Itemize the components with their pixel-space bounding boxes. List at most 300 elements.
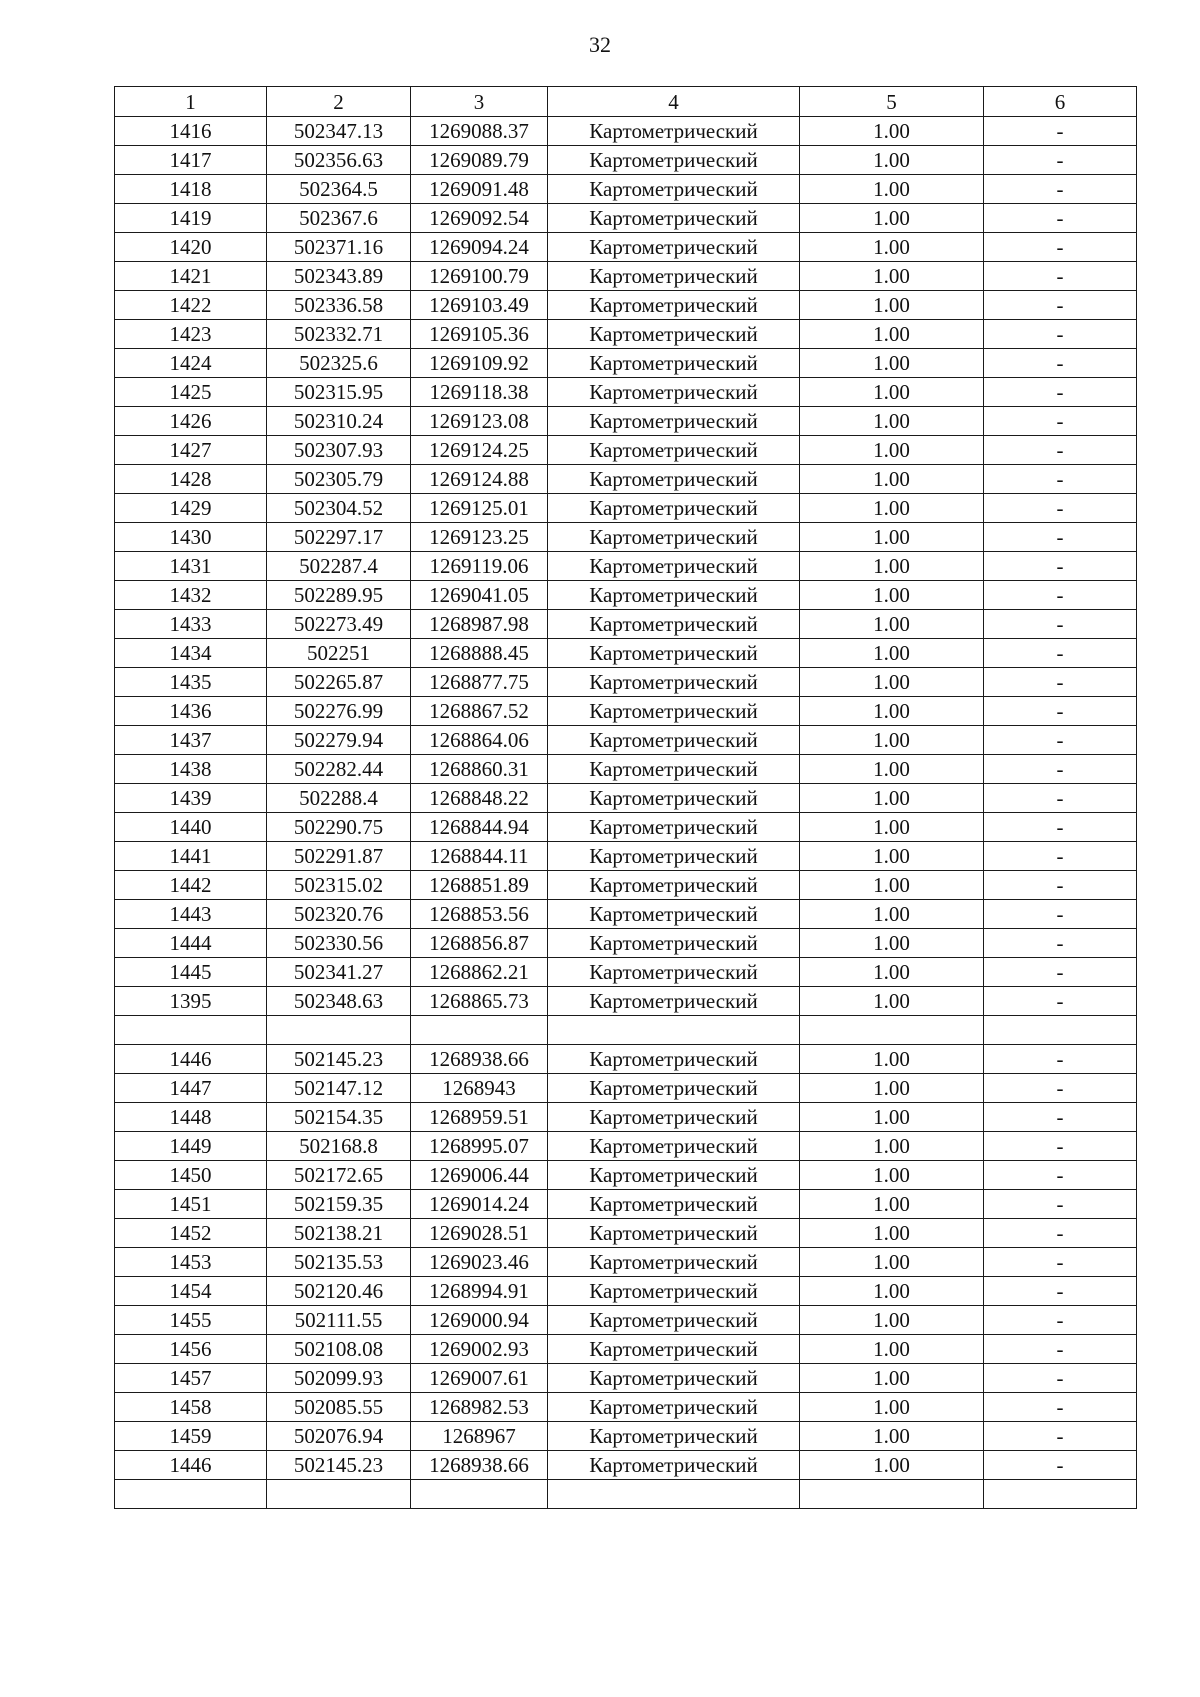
table-row — [115, 1248, 1137, 1277]
method-cell: Картометрический — [548, 1132, 800, 1161]
point-number-cell: 1437 — [115, 726, 267, 755]
x-coordinate-cell: 502159.35 — [267, 1190, 411, 1219]
y-coordinate-cell: 1268938.66 — [411, 1451, 548, 1480]
table-row — [115, 1190, 1137, 1219]
note-cell: - — [984, 1219, 1137, 1248]
note-cell: - — [984, 175, 1137, 204]
point-number-cell: 1454 — [115, 1277, 267, 1306]
method-cell: Картометрический — [548, 958, 800, 987]
x-coordinate-cell: 502276.99 — [267, 697, 411, 726]
method-cell: Картометрический — [548, 349, 800, 378]
note-cell: - — [984, 929, 1137, 958]
method-cell: Картометрический — [548, 1074, 800, 1103]
accuracy-cell: 1.00 — [800, 1364, 984, 1393]
table-row — [115, 1422, 1137, 1451]
note-cell: - — [984, 1045, 1137, 1074]
y-coordinate-cell: 1269100.79 — [411, 262, 548, 291]
method-cell: Картометрический — [548, 755, 800, 784]
accuracy-cell: 1.00 — [800, 697, 984, 726]
table-row — [115, 1219, 1137, 1248]
x-coordinate-cell: 502076.94 — [267, 1422, 411, 1451]
method-cell: Картометрический — [548, 1422, 800, 1451]
accuracy-cell: 1.00 — [800, 1335, 984, 1364]
x-coordinate-cell: 502120.46 — [267, 1277, 411, 1306]
point-number-cell: 1455 — [115, 1306, 267, 1335]
accuracy-cell: 1.00 — [800, 784, 984, 813]
point-number-cell: 1445 — [115, 958, 267, 987]
table-row — [115, 1045, 1137, 1074]
accuracy-cell: 1.00 — [800, 813, 984, 842]
accuracy-cell: 1.00 — [800, 349, 984, 378]
method-cell: Картометрический — [548, 581, 800, 610]
x-coordinate-cell: 502108.08 — [267, 1335, 411, 1364]
x-coordinate-cell: 502341.27 — [267, 958, 411, 987]
table-row — [115, 755, 1137, 784]
accuracy-cell: 1.00 — [800, 204, 984, 233]
method-cell: Картометрический — [548, 175, 800, 204]
column-header: 1 — [115, 87, 267, 117]
point-number-cell: 1456 — [115, 1335, 267, 1364]
x-coordinate-cell: 502325.6 — [267, 349, 411, 378]
note-cell: - — [984, 726, 1137, 755]
accuracy-cell: 1.00 — [800, 1045, 984, 1074]
column-header: 2 — [267, 87, 411, 117]
note-cell: - — [984, 1103, 1137, 1132]
x-coordinate-cell: 502307.93 — [267, 436, 411, 465]
x-coordinate-cell: 502145.23 — [267, 1451, 411, 1480]
table-row — [115, 146, 1137, 175]
x-coordinate-cell: 502289.95 — [267, 581, 411, 610]
y-coordinate-cell: 1269006.44 — [411, 1161, 548, 1190]
y-coordinate-cell — [411, 1480, 548, 1509]
table-row — [115, 900, 1137, 929]
note-cell: - — [984, 552, 1137, 581]
y-coordinate-cell: 1268987.98 — [411, 610, 548, 639]
table-row — [115, 204, 1137, 233]
table-row — [115, 320, 1137, 349]
x-coordinate-cell: 502367.6 — [267, 204, 411, 233]
table-row — [115, 1103, 1137, 1132]
point-number-cell — [115, 1016, 267, 1045]
point-number-cell: 1422 — [115, 291, 267, 320]
method-cell: Картометрический — [548, 668, 800, 697]
point-number-cell: 1433 — [115, 610, 267, 639]
column-header: 4 — [548, 87, 800, 117]
x-coordinate-cell: 502291.87 — [267, 842, 411, 871]
y-coordinate-cell: 1268967 — [411, 1422, 548, 1451]
x-coordinate-cell: 502168.8 — [267, 1132, 411, 1161]
x-coordinate-cell: 502265.87 — [267, 668, 411, 697]
y-coordinate-cell: 1268938.66 — [411, 1045, 548, 1074]
table-row — [115, 407, 1137, 436]
y-coordinate-cell: 1268994.91 — [411, 1277, 548, 1306]
y-coordinate-cell: 1268867.52 — [411, 697, 548, 726]
table-row — [115, 233, 1137, 262]
y-coordinate-cell: 1268853.56 — [411, 900, 548, 929]
x-coordinate-cell: 502279.94 — [267, 726, 411, 755]
accuracy-cell: 1.00 — [800, 233, 984, 262]
x-coordinate-cell: 502135.53 — [267, 1248, 411, 1277]
point-number-cell: 1431 — [115, 552, 267, 581]
method-cell: Картометрический — [548, 900, 800, 929]
method-cell: Картометрический — [548, 784, 800, 813]
table-row — [115, 842, 1137, 871]
x-coordinate-cell: 502288.4 — [267, 784, 411, 813]
note-cell: - — [984, 871, 1137, 900]
accuracy-cell: 1.00 — [800, 552, 984, 581]
x-coordinate-cell: 502085.55 — [267, 1393, 411, 1422]
accuracy-cell: 1.00 — [800, 1219, 984, 1248]
y-coordinate-cell: 1269088.37 — [411, 117, 548, 146]
method-cell: Картометрический — [548, 639, 800, 668]
column-header: 5 — [800, 87, 984, 117]
point-number-cell: 1444 — [115, 929, 267, 958]
column-header: 3 — [411, 87, 548, 117]
accuracy-cell: 1.00 — [800, 320, 984, 349]
y-coordinate-cell: 1269041.05 — [411, 581, 548, 610]
note-cell: - — [984, 755, 1137, 784]
point-number-cell: 1416 — [115, 117, 267, 146]
accuracy-cell: 1.00 — [800, 842, 984, 871]
note-cell: - — [984, 146, 1137, 175]
x-coordinate-cell: 502145.23 — [267, 1045, 411, 1074]
point-number-cell: 1442 — [115, 871, 267, 900]
accuracy-cell: 1.00 — [800, 262, 984, 291]
accuracy-cell — [800, 1016, 984, 1045]
point-number-cell: 1449 — [115, 1132, 267, 1161]
point-number-cell: 1438 — [115, 755, 267, 784]
x-coordinate-cell: 502282.44 — [267, 755, 411, 784]
method-cell — [548, 1480, 800, 1509]
coordinates-table — [114, 86, 1137, 1509]
accuracy-cell: 1.00 — [800, 639, 984, 668]
note-cell: - — [984, 494, 1137, 523]
accuracy-cell: 1.00 — [800, 407, 984, 436]
accuracy-cell: 1.00 — [800, 291, 984, 320]
point-number-cell: 1417 — [115, 146, 267, 175]
x-coordinate-cell: 502364.5 — [267, 175, 411, 204]
table-header-row — [115, 87, 1137, 117]
table-row — [115, 291, 1137, 320]
x-coordinate-cell: 502273.49 — [267, 610, 411, 639]
note-cell: - — [984, 958, 1137, 987]
note-cell: - — [984, 639, 1137, 668]
y-coordinate-cell: 1268864.06 — [411, 726, 548, 755]
y-coordinate-cell: 1269118.38 — [411, 378, 548, 407]
method-cell: Картометрический — [548, 842, 800, 871]
method-cell: Картометрический — [548, 1364, 800, 1393]
table-row — [115, 987, 1137, 1016]
note-cell: - — [984, 1074, 1137, 1103]
point-number-cell: 1434 — [115, 639, 267, 668]
table-row — [115, 1277, 1137, 1306]
accuracy-cell: 1.00 — [800, 929, 984, 958]
accuracy-cell: 1.00 — [800, 755, 984, 784]
y-coordinate-cell: 1269119.06 — [411, 552, 548, 581]
note-cell: - — [984, 1364, 1137, 1393]
note-cell: - — [984, 262, 1137, 291]
note-cell: - — [984, 1335, 1137, 1364]
y-coordinate-cell: 1269124.25 — [411, 436, 548, 465]
accuracy-cell — [800, 1480, 984, 1509]
note-cell: - — [984, 291, 1137, 320]
y-coordinate-cell: 1269014.24 — [411, 1190, 548, 1219]
method-cell: Картометрический — [548, 523, 800, 552]
accuracy-cell: 1.00 — [800, 1306, 984, 1335]
table-row — [115, 523, 1137, 552]
x-coordinate-cell: 502172.65 — [267, 1161, 411, 1190]
y-coordinate-cell: 1269028.51 — [411, 1219, 548, 1248]
method-cell: Картометрический — [548, 929, 800, 958]
method-cell: Картометрический — [548, 204, 800, 233]
y-coordinate-cell: 1269023.46 — [411, 1248, 548, 1277]
accuracy-cell: 1.00 — [800, 610, 984, 639]
note-cell: - — [984, 1393, 1137, 1422]
accuracy-cell: 1.00 — [800, 900, 984, 929]
accuracy-cell: 1.00 — [800, 1161, 984, 1190]
y-coordinate-cell: 1269091.48 — [411, 175, 548, 204]
table-row — [115, 697, 1137, 726]
note-cell: - — [984, 204, 1137, 233]
method-cell: Картометрический — [548, 1103, 800, 1132]
x-coordinate-cell — [267, 1480, 411, 1509]
y-coordinate-cell: 1268862.21 — [411, 958, 548, 987]
note-cell: - — [984, 1422, 1137, 1451]
y-coordinate-cell: 1269123.25 — [411, 523, 548, 552]
method-cell: Картометрический — [548, 1393, 800, 1422]
x-coordinate-cell: 502154.35 — [267, 1103, 411, 1132]
table-row — [115, 436, 1137, 465]
y-coordinate-cell: 1269089.79 — [411, 146, 548, 175]
page-number: 32 — [589, 32, 611, 57]
point-number-cell: 1418 — [115, 175, 267, 204]
y-coordinate-cell: 1268995.07 — [411, 1132, 548, 1161]
table-row — [115, 1364, 1137, 1393]
note-cell: - — [984, 349, 1137, 378]
accuracy-cell: 1.00 — [800, 1103, 984, 1132]
x-coordinate-cell: 502315.95 — [267, 378, 411, 407]
method-cell — [548, 1016, 800, 1045]
x-coordinate-cell: 502304.52 — [267, 494, 411, 523]
table-row — [115, 871, 1137, 900]
note-cell: - — [984, 1190, 1137, 1219]
x-coordinate-cell: 502111.55 — [267, 1306, 411, 1335]
y-coordinate-cell: 1269109.92 — [411, 349, 548, 378]
accuracy-cell: 1.00 — [800, 987, 984, 1016]
method-cell: Картометрический — [548, 1190, 800, 1219]
note-cell: - — [984, 581, 1137, 610]
accuracy-cell: 1.00 — [800, 871, 984, 900]
point-number-cell: 1441 — [115, 842, 267, 871]
table-row — [115, 639, 1137, 668]
point-number-cell: 1424 — [115, 349, 267, 378]
y-coordinate-cell: 1268982.53 — [411, 1393, 548, 1422]
accuracy-cell: 1.00 — [800, 378, 984, 407]
point-number-cell: 1446 — [115, 1045, 267, 1074]
accuracy-cell: 1.00 — [800, 117, 984, 146]
y-coordinate-cell — [411, 1016, 548, 1045]
table-row — [115, 378, 1137, 407]
method-cell: Картометрический — [548, 610, 800, 639]
note-cell: - — [984, 523, 1137, 552]
note-cell: - — [984, 842, 1137, 871]
point-number-cell: 1457 — [115, 1364, 267, 1393]
table-row — [115, 1451, 1137, 1480]
x-coordinate-cell: 502297.17 — [267, 523, 411, 552]
x-coordinate-cell — [267, 1016, 411, 1045]
point-number-cell: 1423 — [115, 320, 267, 349]
accuracy-cell: 1.00 — [800, 1074, 984, 1103]
method-cell: Картометрический — [548, 1248, 800, 1277]
accuracy-cell: 1.00 — [800, 175, 984, 204]
x-coordinate-cell: 502336.58 — [267, 291, 411, 320]
method-cell: Картометрический — [548, 117, 800, 146]
accuracy-cell: 1.00 — [800, 958, 984, 987]
table-row — [115, 117, 1137, 146]
x-coordinate-cell: 502356.63 — [267, 146, 411, 175]
method-cell: Картометрический — [548, 1451, 800, 1480]
point-number-cell: 1419 — [115, 204, 267, 233]
point-number-cell: 1451 — [115, 1190, 267, 1219]
table-row — [115, 262, 1137, 291]
y-coordinate-cell: 1269124.88 — [411, 465, 548, 494]
accuracy-cell: 1.00 — [800, 1422, 984, 1451]
point-number-cell: 1458 — [115, 1393, 267, 1422]
accuracy-cell: 1.00 — [800, 465, 984, 494]
table-row — [115, 1306, 1137, 1335]
method-cell: Картометрический — [548, 494, 800, 523]
note-cell — [984, 1480, 1137, 1509]
x-coordinate-cell: 502332.71 — [267, 320, 411, 349]
note-cell: - — [984, 1451, 1137, 1480]
point-number-cell: 1421 — [115, 262, 267, 291]
method-cell: Картометрический — [548, 1277, 800, 1306]
y-coordinate-cell: 1268851.89 — [411, 871, 548, 900]
method-cell: Картометрический — [548, 987, 800, 1016]
note-cell: - — [984, 1306, 1137, 1335]
method-cell: Картометрический — [548, 697, 800, 726]
accuracy-cell: 1.00 — [800, 436, 984, 465]
table-row — [115, 175, 1137, 204]
method-cell: Картометрический — [548, 1219, 800, 1248]
accuracy-cell: 1.00 — [800, 1277, 984, 1306]
method-cell: Картометрический — [548, 552, 800, 581]
point-number-cell: 1450 — [115, 1161, 267, 1190]
x-coordinate-cell: 502251 — [267, 639, 411, 668]
note-cell: - — [984, 117, 1137, 146]
table-body — [115, 87, 1137, 1509]
note-cell: - — [984, 813, 1137, 842]
note-cell: - — [984, 1132, 1137, 1161]
x-coordinate-cell: 502320.76 — [267, 900, 411, 929]
x-coordinate-cell: 502147.12 — [267, 1074, 411, 1103]
y-coordinate-cell: 1268959.51 — [411, 1103, 548, 1132]
x-coordinate-cell: 502371.16 — [267, 233, 411, 262]
table-row — [115, 929, 1137, 958]
y-coordinate-cell: 1268888.45 — [411, 639, 548, 668]
note-cell: - — [984, 1248, 1137, 1277]
y-coordinate-cell: 1269125.01 — [411, 494, 548, 523]
table-row — [115, 1132, 1137, 1161]
x-coordinate-cell: 502310.24 — [267, 407, 411, 436]
accuracy-cell: 1.00 — [800, 1248, 984, 1277]
note-cell: - — [984, 407, 1137, 436]
table-row — [115, 1161, 1137, 1190]
method-cell: Картометрический — [548, 262, 800, 291]
accuracy-cell: 1.00 — [800, 146, 984, 175]
table-row — [115, 726, 1137, 755]
method-cell: Картометрический — [548, 407, 800, 436]
point-number-cell: 1448 — [115, 1103, 267, 1132]
table-row — [115, 958, 1137, 987]
method-cell: Картометрический — [548, 726, 800, 755]
note-cell: - — [984, 378, 1137, 407]
point-number-cell: 1429 — [115, 494, 267, 523]
point-number-cell: 1440 — [115, 813, 267, 842]
y-coordinate-cell: 1269094.24 — [411, 233, 548, 262]
note-cell: - — [984, 1277, 1137, 1306]
y-coordinate-cell: 1268860.31 — [411, 755, 548, 784]
x-coordinate-cell: 502138.21 — [267, 1219, 411, 1248]
point-number-cell: 1426 — [115, 407, 267, 436]
point-number-cell: 1453 — [115, 1248, 267, 1277]
accuracy-cell: 1.00 — [800, 1393, 984, 1422]
table-row — [115, 1016, 1137, 1045]
table-row — [115, 581, 1137, 610]
x-coordinate-cell: 502343.89 — [267, 262, 411, 291]
method-cell: Картометрический — [548, 1306, 800, 1335]
note-cell: - — [984, 465, 1137, 494]
table-row — [115, 1480, 1137, 1509]
note-cell: - — [984, 436, 1137, 465]
y-coordinate-cell: 1268844.94 — [411, 813, 548, 842]
table-row — [115, 610, 1137, 639]
method-cell: Картометрический — [548, 1161, 800, 1190]
table-row — [115, 465, 1137, 494]
column-header: 6 — [984, 87, 1137, 117]
note-cell: - — [984, 320, 1137, 349]
table-row — [115, 668, 1137, 697]
x-coordinate-cell: 502315.02 — [267, 871, 411, 900]
accuracy-cell: 1.00 — [800, 1132, 984, 1161]
table-row — [115, 813, 1137, 842]
x-coordinate-cell: 502305.79 — [267, 465, 411, 494]
point-number-cell: 1425 — [115, 378, 267, 407]
method-cell: Картометрический — [548, 1335, 800, 1364]
table-row — [115, 1074, 1137, 1103]
y-coordinate-cell: 1269092.54 — [411, 204, 548, 233]
accuracy-cell: 1.00 — [800, 523, 984, 552]
method-cell: Картометрический — [548, 146, 800, 175]
x-coordinate-cell: 502330.56 — [267, 929, 411, 958]
method-cell: Картометрический — [548, 871, 800, 900]
point-number-cell: 1432 — [115, 581, 267, 610]
method-cell: Картометрический — [548, 465, 800, 494]
point-number-cell: 1447 — [115, 1074, 267, 1103]
point-number-cell: 1428 — [115, 465, 267, 494]
y-coordinate-cell: 1268865.73 — [411, 987, 548, 1016]
note-cell: - — [984, 697, 1137, 726]
point-number-cell: 1420 — [115, 233, 267, 262]
y-coordinate-cell: 1268848.22 — [411, 784, 548, 813]
point-number-cell — [115, 1480, 267, 1509]
table-row — [115, 1335, 1137, 1364]
accuracy-cell: 1.00 — [800, 1451, 984, 1480]
table-row — [115, 552, 1137, 581]
method-cell: Картометрический — [548, 233, 800, 262]
table-row — [115, 1393, 1137, 1422]
note-cell: - — [984, 610, 1137, 639]
